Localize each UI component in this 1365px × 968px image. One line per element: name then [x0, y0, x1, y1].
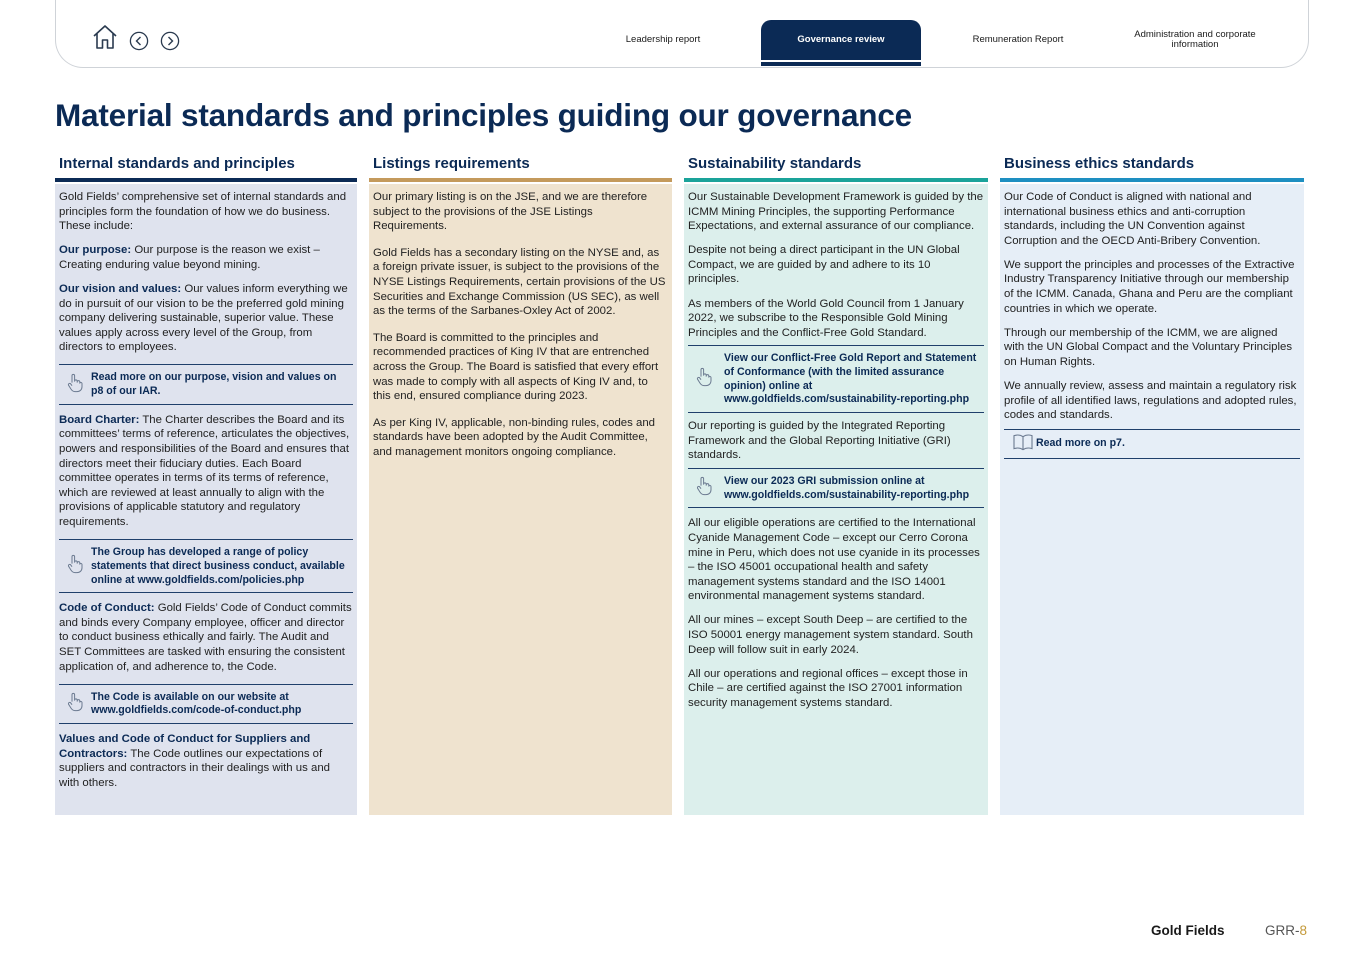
code-of-conduct-paragraph: [59, 601, 353, 674]
column-sustainability-standards: [684, 184, 988, 815]
tab-governance-review[interactable]: Governance review: [761, 20, 921, 60]
column-rule-internal: [55, 178, 357, 182]
book-icon: [1012, 432, 1034, 455]
callout-conflict-free-gold-text: View our Conflict-Free Gold Report and Statement of Conformance (with the limited assurance opinion) online at www.goldfields.com/sustainability-reporting.php: [724, 352, 977, 406]
page-prefix: GRR-: [1265, 923, 1300, 938]
hand-pointer-icon: [696, 367, 712, 392]
column-title-sustainability-standards: Sustainability standards: [688, 155, 862, 172]
listings-paragraph-4: As per King IV, applicable, non-binding rules, codes and standards have been adopted by the Audit Committee, and management monitors ongoing compliance.: [373, 416, 656, 458]
callout-conflict-free-gold-link[interactable]: [688, 345, 984, 413]
sustainability-paragraph-3: As members of the World Gold Council from 1 January 2022, we subscribe to the Responsible Gold Mining Principles and the Conflict-Free Gold Standard.: [688, 297, 964, 339]
callout-gri-submission-text: View our 2023 GRI submission online at www.goldfields.com/sustainability-reporting.php: [724, 474, 970, 501]
top-navigation-bar: [55, 0, 1309, 68]
listings-paragraph-1: Our primary listing is on the JSE, and we are therefore subject to the provisions of the JSE Listings Requirements.: [373, 191, 648, 233]
forward-arrow-icon[interactable]: [160, 31, 180, 56]
footer-page-number: [1265, 923, 1307, 938]
column-internal-standards: [55, 184, 357, 815]
sustainability-paragraph-5: All our eligible operations are certified to the International Cyanide Management Code – except our Cerro Corona mine in Peru, which does not use cyanide in its processes – the ISO 45001 occupational health and safety management systems standard and the ISO 14001 environmental management systems standard.: [688, 517, 980, 603]
internal-intro: Gold Fields’ comprehensive set of internal standards and principles form the foundation of how we do business. These include:: [59, 191, 347, 233]
hand-pointer-icon: [67, 372, 83, 397]
column-title-listings-requirements: Listings requirements: [373, 155, 530, 172]
column-rule-listings: [369, 178, 672, 182]
board-charter-label: Board Charter:: [59, 413, 140, 426]
suppliers-label: Values and Code of Conduct for Suppliers and Contractors:: [59, 733, 311, 760]
ethics-paragraph-2: We support the principles and processes of the Extractive Industry Transparency Initiative through our membership of the ICMM. Canada, Ghana and Peru are the compliant countries in which we operate.: [1004, 258, 1295, 315]
column-business-ethics-standards: [1000, 184, 1304, 815]
callout-code-of-conduct-link[interactable]: [59, 684, 353, 724]
column-rule-ethics: [1000, 178, 1304, 182]
ethics-paragraph-4: We annually review, assess and maintain a regulatory risk profile of all identified laws, regulations and adopted rules, codes and standards.: [1004, 380, 1297, 422]
suppliers-paragraph: [59, 732, 353, 790]
code-of-conduct-label: Code of Conduct:: [59, 602, 155, 615]
column-listings-requirements: [369, 184, 672, 815]
column-title-internal-standards: Internal standards and principles: [59, 155, 295, 172]
page-title: Material standards and principles guiding our governance: [55, 97, 912, 133]
callout-policies-link[interactable]: [59, 539, 353, 593]
sustainability-paragraph-1: Our Sustainable Development Framework is guided by the ICMM Mining Principles, the supporting Performance Expectations, and external assurance of our compliance.: [688, 191, 984, 233]
board-charter-paragraph: [59, 413, 353, 530]
callout-policies-text: The Group has developed a range of policy statements that direct business conduct, available online at www.goldfields.com/policies.php: [91, 546, 345, 586]
callout-purpose-vision-link[interactable]: [59, 364, 353, 404]
ethics-paragraph-3: Through our membership of the ICMM, we are aligned with the UN Global Compact and the Voluntary Principles on Human Rights.: [1004, 326, 1293, 368]
home-icon[interactable]: [92, 24, 118, 55]
suppliers-text: The Code outlines our expectations of suppliers and contractors in their dealings with us and with others.: [59, 747, 330, 789]
vision-paragraph: [59, 282, 353, 355]
callout-gri-submission-link[interactable]: [688, 468, 984, 508]
back-arrow-icon[interactable]: [129, 31, 149, 56]
board-charter-text: The Charter describes the Board and its committees’ terms of reference, articulates the objectives, powers and responsibilities of the Board and ensures that directors meet their fiduciary duties. Each Board committee operates in terms of its terms of reference, which are reviewed at least annually to align with the provisions of applicable statutory and regulatory requirements.: [59, 413, 350, 528]
listings-paragraph-2: Gold Fields has a secondary listing on the NYSE and, as a foreign private issuer, is subject to the provisions of the NYSE Listings Requirements, certain provisions of the US Securities and Exchange Commission (US SEC), as well as the terms of the Sarbanes-Oxley Act of 2002.: [373, 246, 666, 318]
sustainability-paragraph-2: Despite not being a direct participant in the UN Global Compact, we are guided by and adhere to its 10 principles.: [688, 244, 960, 286]
purpose-text: Our purpose is the reason we exist – Creating enduring value beyond mining.: [59, 244, 320, 271]
tab-administration-corporate-information[interactable]: Administration and corporate information: [1134, 29, 1256, 50]
hand-pointer-icon: [67, 692, 83, 717]
hand-pointer-icon: [696, 476, 712, 501]
listings-paragraph-3: The Board is committed to the principles and recommended practices of King IV that are entrenched across the Group. The Board is satisfied that every effort was made to comply with all aspects of King IV and, to this end, ensured compliance during 2023.: [373, 331, 659, 403]
column-title-business-ethics-standards: Business ethics standards: [1004, 155, 1195, 172]
tab-leadership-report[interactable]: Leadership report: [625, 34, 701, 45]
vision-text: Our values inform everything we do in pursuit of our vision to be the preferred gold mining company delivering sustainable, superior value. These values apply across every level of the Group, from directors to employees.: [59, 282, 348, 354]
purpose-paragraph: [59, 243, 353, 272]
callout-code-of-conduct-text: The Code is available on our website at www.goldfields.com/code-of-conduct.php: [91, 690, 302, 717]
column-rule-sustainability: [684, 178, 988, 182]
hand-pointer-icon: [67, 554, 83, 579]
code-of-conduct-text: Gold Fields’ Code of Conduct commits and binds every Company employee, officer and director to conduct business ethically and fairly. The Audit and SET Committees are tasked with ensuring the consistent application of, and adherence to, the Code.: [59, 602, 352, 673]
ethics-paragraph-1: Our Code of Conduct is aligned with national and international business ethics and anti-corruption standards, including the UN Convention against Corruption and the OECD Anti-Bribery Convention.: [1004, 191, 1261, 247]
sustainability-paragraph-4: Our reporting is guided by the Integrated Reporting Framework and the Global Reporting Initiative (GRI) standards.: [688, 420, 951, 462]
sustainability-paragraph-6: All our mines – except South Deep – are certified to the ISO 50001 energy management system standard. South Deep will follow suit in early 2024.: [688, 614, 973, 656]
vision-label: Our vision and values:: [59, 282, 182, 295]
page-number: 8: [1299, 923, 1308, 938]
callout-purpose-vision-text: Read more on our purpose, vision and values on p8 of our IAR.: [91, 371, 337, 398]
footer-brand: Gold Fields: [1151, 923, 1225, 938]
callout-read-more-p7-link[interactable]: [1004, 429, 1300, 459]
tab-remuneration-report[interactable]: Remuneration Report: [972, 34, 1064, 45]
callout-read-more-p7-text: Read more on p7.: [1036, 436, 1125, 449]
sustainability-paragraph-7: All our operations and regional offices – except those in Chile – are certified against the ISO 27001 information security management systems standard.: [688, 667, 968, 709]
purpose-label: Our purpose:: [59, 244, 132, 257]
